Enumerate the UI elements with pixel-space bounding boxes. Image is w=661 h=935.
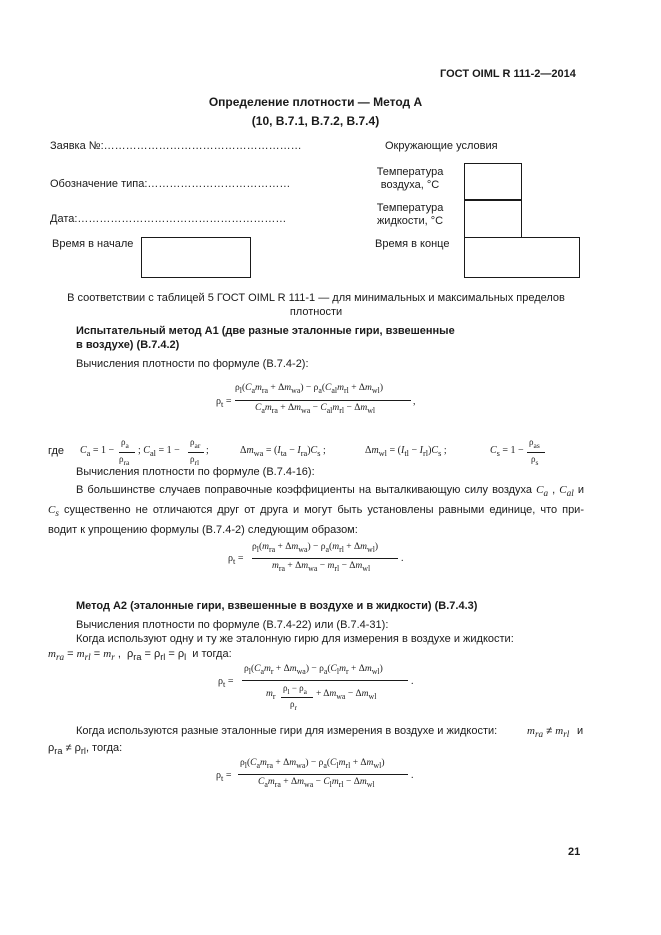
diff-weight-text: Когда используются разные эталонные гири для измерения в воздухе и жидкости: xyxy=(76,725,498,737)
same-weight-text: Когда используют одну и ту же эталонную гирю для измерения в воздухе и жидкости: xyxy=(76,633,514,645)
start-time-label: Время в начале xyxy=(52,238,134,250)
air-temperature-line2: воздуха, °C xyxy=(380,179,440,191)
method-a1-calc-text: Вычисления плотности по формуле (B.7.4-2): xyxy=(76,358,309,370)
then-text: , тогда: xyxy=(85,742,123,754)
application-number-field: Заявка №:……………………………………………… xyxy=(50,140,302,152)
ambient-conditions-label: Окружающие условия xyxy=(385,140,498,152)
paragraph-and: и xyxy=(577,484,584,496)
diff-weight-and: и xyxy=(577,725,584,737)
intro-line1: В соответствии с таблицей 5 ГОСТ OIML R 111-1 — для минимальных и максимальных пределов xyxy=(67,292,565,304)
start-time-box xyxy=(141,237,251,278)
method-a1-heading-line1: Испытательный метод А1 (две разные эталонные гири, взвешенные xyxy=(76,325,455,337)
diff-weight-condition-1: $m_{ra} \ne m_{rl}$ xyxy=(527,725,570,740)
same-weight-condition: $m_{ra} = m_{rl} = m_r$ , $\rho_{ra} = \rho_{rl} = \rho_l$ и тогда: xyxy=(48,648,232,663)
air-temperature-line1: Температура xyxy=(376,166,444,178)
liquid-temperature-line2: жидкости, °C xyxy=(376,215,444,227)
liquid-temperature-label xyxy=(372,202,448,228)
intro-line2: плотности xyxy=(289,306,343,318)
method-a2-calc-text: Вычисления плотности по формуле (B.7.4-22) или (B.7.4-31): xyxy=(76,619,389,631)
end-time-label: Время в конце xyxy=(375,238,450,250)
and-then-text: и тогда: xyxy=(192,648,232,660)
standard-header: ГОСТ OIML R 111-2—2014 xyxy=(440,68,576,80)
where-label: где xyxy=(48,445,65,457)
liquid-temperature-line1: Температура xyxy=(376,202,444,214)
method-a1-calc-text2: Вычисления плотности по формуле (B.7.4-16): xyxy=(76,466,315,478)
type-designation-field: Обозначение типа:………………………………… xyxy=(50,178,291,190)
method-a1-heading-line2: в воздухе) (B.7.4.2) xyxy=(76,339,180,351)
end-time-box xyxy=(464,237,580,278)
liquid-temperature-box xyxy=(464,199,522,238)
page-subtitle: (10, B.7.1, B.7.2, B.7.4) xyxy=(251,114,380,128)
air-temperature-box xyxy=(464,163,522,201)
paragraph-rest: существенно не отличаются друг от друга и могут быть установлены равными единице, что при-водит к упрощению формулы (B.7.4-2) следующим образом: xyxy=(48,504,584,537)
method-a2-heading: Метод А2 (эталонные гири, взвешенные в воздухе и в жидкости) (B.7.4.3) xyxy=(76,600,478,612)
simplification-paragraph: В большинстве случаев поправочные коэффициенты на выталкивающую силу воздуха $C_a$ , $C_{al}$ и $C_s$ существенно не отличаются друг от друга и могут быть установлены равными единице, что при-водит к упрощению формулы (B.7.4-2) следующим образом: xyxy=(48,484,584,537)
page-title: Определение плотности — Метод А xyxy=(208,95,423,109)
air-temperature-label xyxy=(372,166,448,192)
page-number: 21 xyxy=(568,846,581,858)
date-field: Дата:………………………………………………… xyxy=(50,213,287,225)
diff-weight-condition-2: $\rho_{ra} \ne \rho_{rl}$, тогда: xyxy=(48,742,123,757)
paragraph-start: В большинстве случаев поправочные коэффициенты на выталкивающую силу воздуха xyxy=(76,484,533,496)
